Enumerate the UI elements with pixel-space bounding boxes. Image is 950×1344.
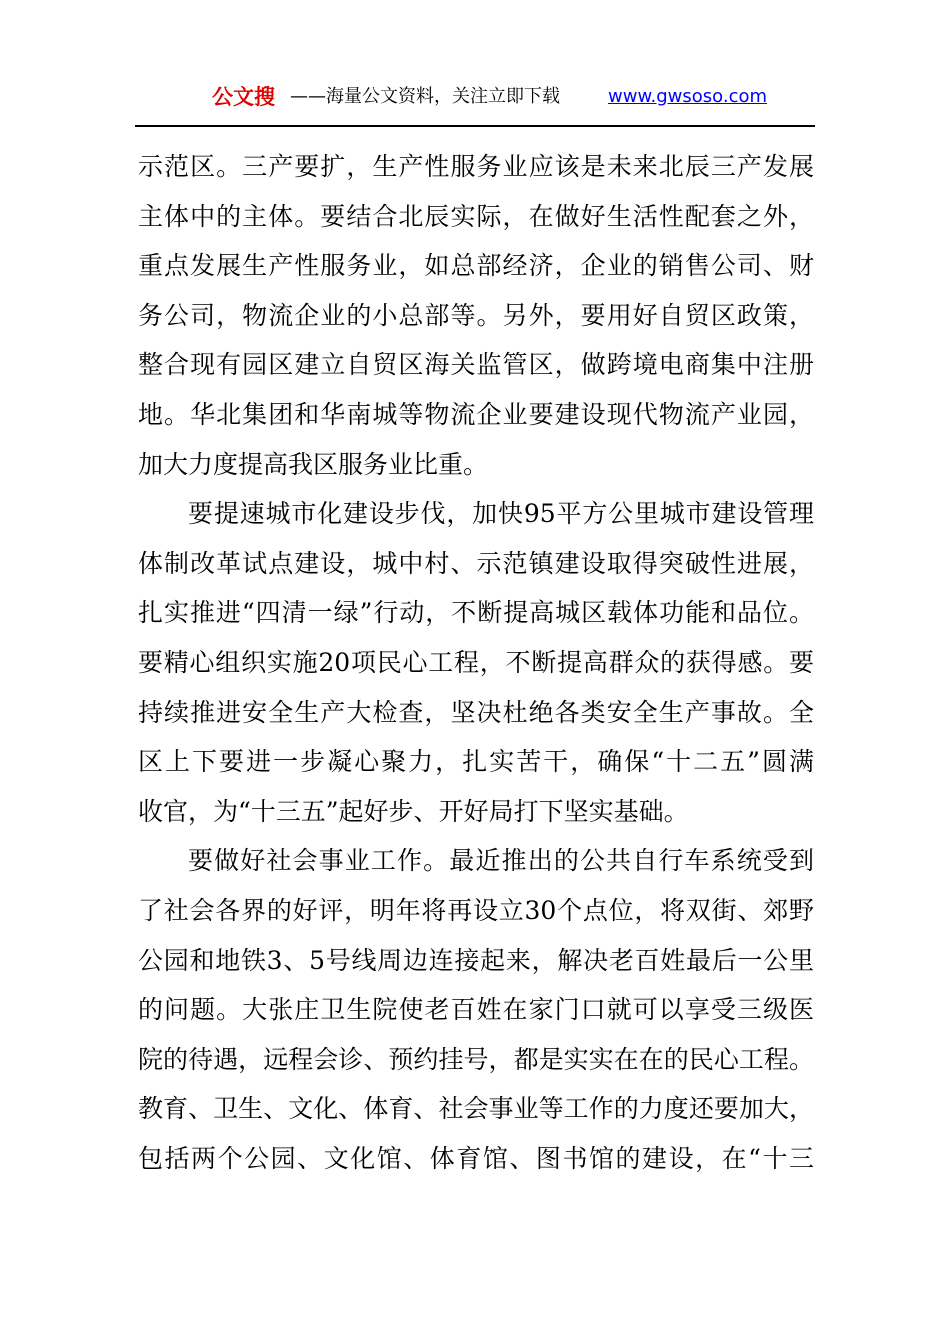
header-slogan: ——海量公文资料，关注立即下载 [290,86,560,107]
text-line: 教育、卫生、文化、体育、社会事业等工作的力度还要加大， [138,1094,814,1124]
text-line: 整合现有园区建立自贸区海关监管区，做跨境电商集中注册 [138,350,814,380]
document-body [138,142,814,1183]
text-line: 示范区。三产要扩，生产性服务业应该是未来北辰三产发展 [138,152,814,181]
text-line: 地。华北集团和华南城等物流企业要建设现代物流产业园， [138,399,814,429]
text-line: 院的待遇，远程会诊、预约挂号，都是实实在在的民心工程。 [138,1044,814,1074]
text-line: 重点发展生产性服务业，如总部经济，企业的销售公司、财 [138,251,814,281]
text-line: 了社会各界的好评，明年将再设立30个点位，将双街、郊野 [138,895,814,925]
header-divider [135,125,815,127]
text-line: 持续推进安全生产大检查，坚决杜绝各类安全生产事故。全 [138,697,814,727]
text-line: 扎实推进“四清一绿”行动，不断提高城区载体功能和品位。 [138,598,814,628]
brand-name: 公文搜 [212,85,275,109]
text-line: 要做好社会事业工作。最近推出的公共自行车系统受到 [188,846,814,876]
paragraph [138,142,814,489]
text-line: 加大力度提高我区服务业比重。 [138,449,489,479]
text-line: 包括两个公园、文化馆、体育馆、图书馆的建设，在“十三 [138,1143,814,1173]
page-header [138,82,814,112]
text-line: 要提速城市化建设步伐，加快95平方公里城市建设管理 [188,499,814,529]
text-line: 体制改革试点建设，城中村、示范镇建设取得突破性进展， [138,548,814,578]
text-line: 主体中的主体。要结合北辰实际，在做好生活性配套之外， [138,201,814,231]
text-line: 的问题。大张庄卫生院使老百姓在家门口就可以享受三级医 [138,995,814,1025]
text-line: 区上下要进一步凝心聚力，扎实苦干，确保“十二五”圆满 [138,747,814,777]
text-line: 要精心组织实施20项民心工程，不断提高群众的获得感。要 [138,647,814,677]
paragraph [138,489,814,836]
text-line: 务公司，物流企业的小总部等。另外，要用好自贸区政策， [138,300,814,330]
text-line: 收官，为“十三五”起好步、开好局打下坚实基础。 [138,796,689,826]
text-line: 公园和地铁3、5号线周边连接起来，解决老百姓最后一公里 [138,945,814,975]
paragraph [138,836,814,1183]
website-link[interactable]: www.gwsoso.com [608,86,768,107]
